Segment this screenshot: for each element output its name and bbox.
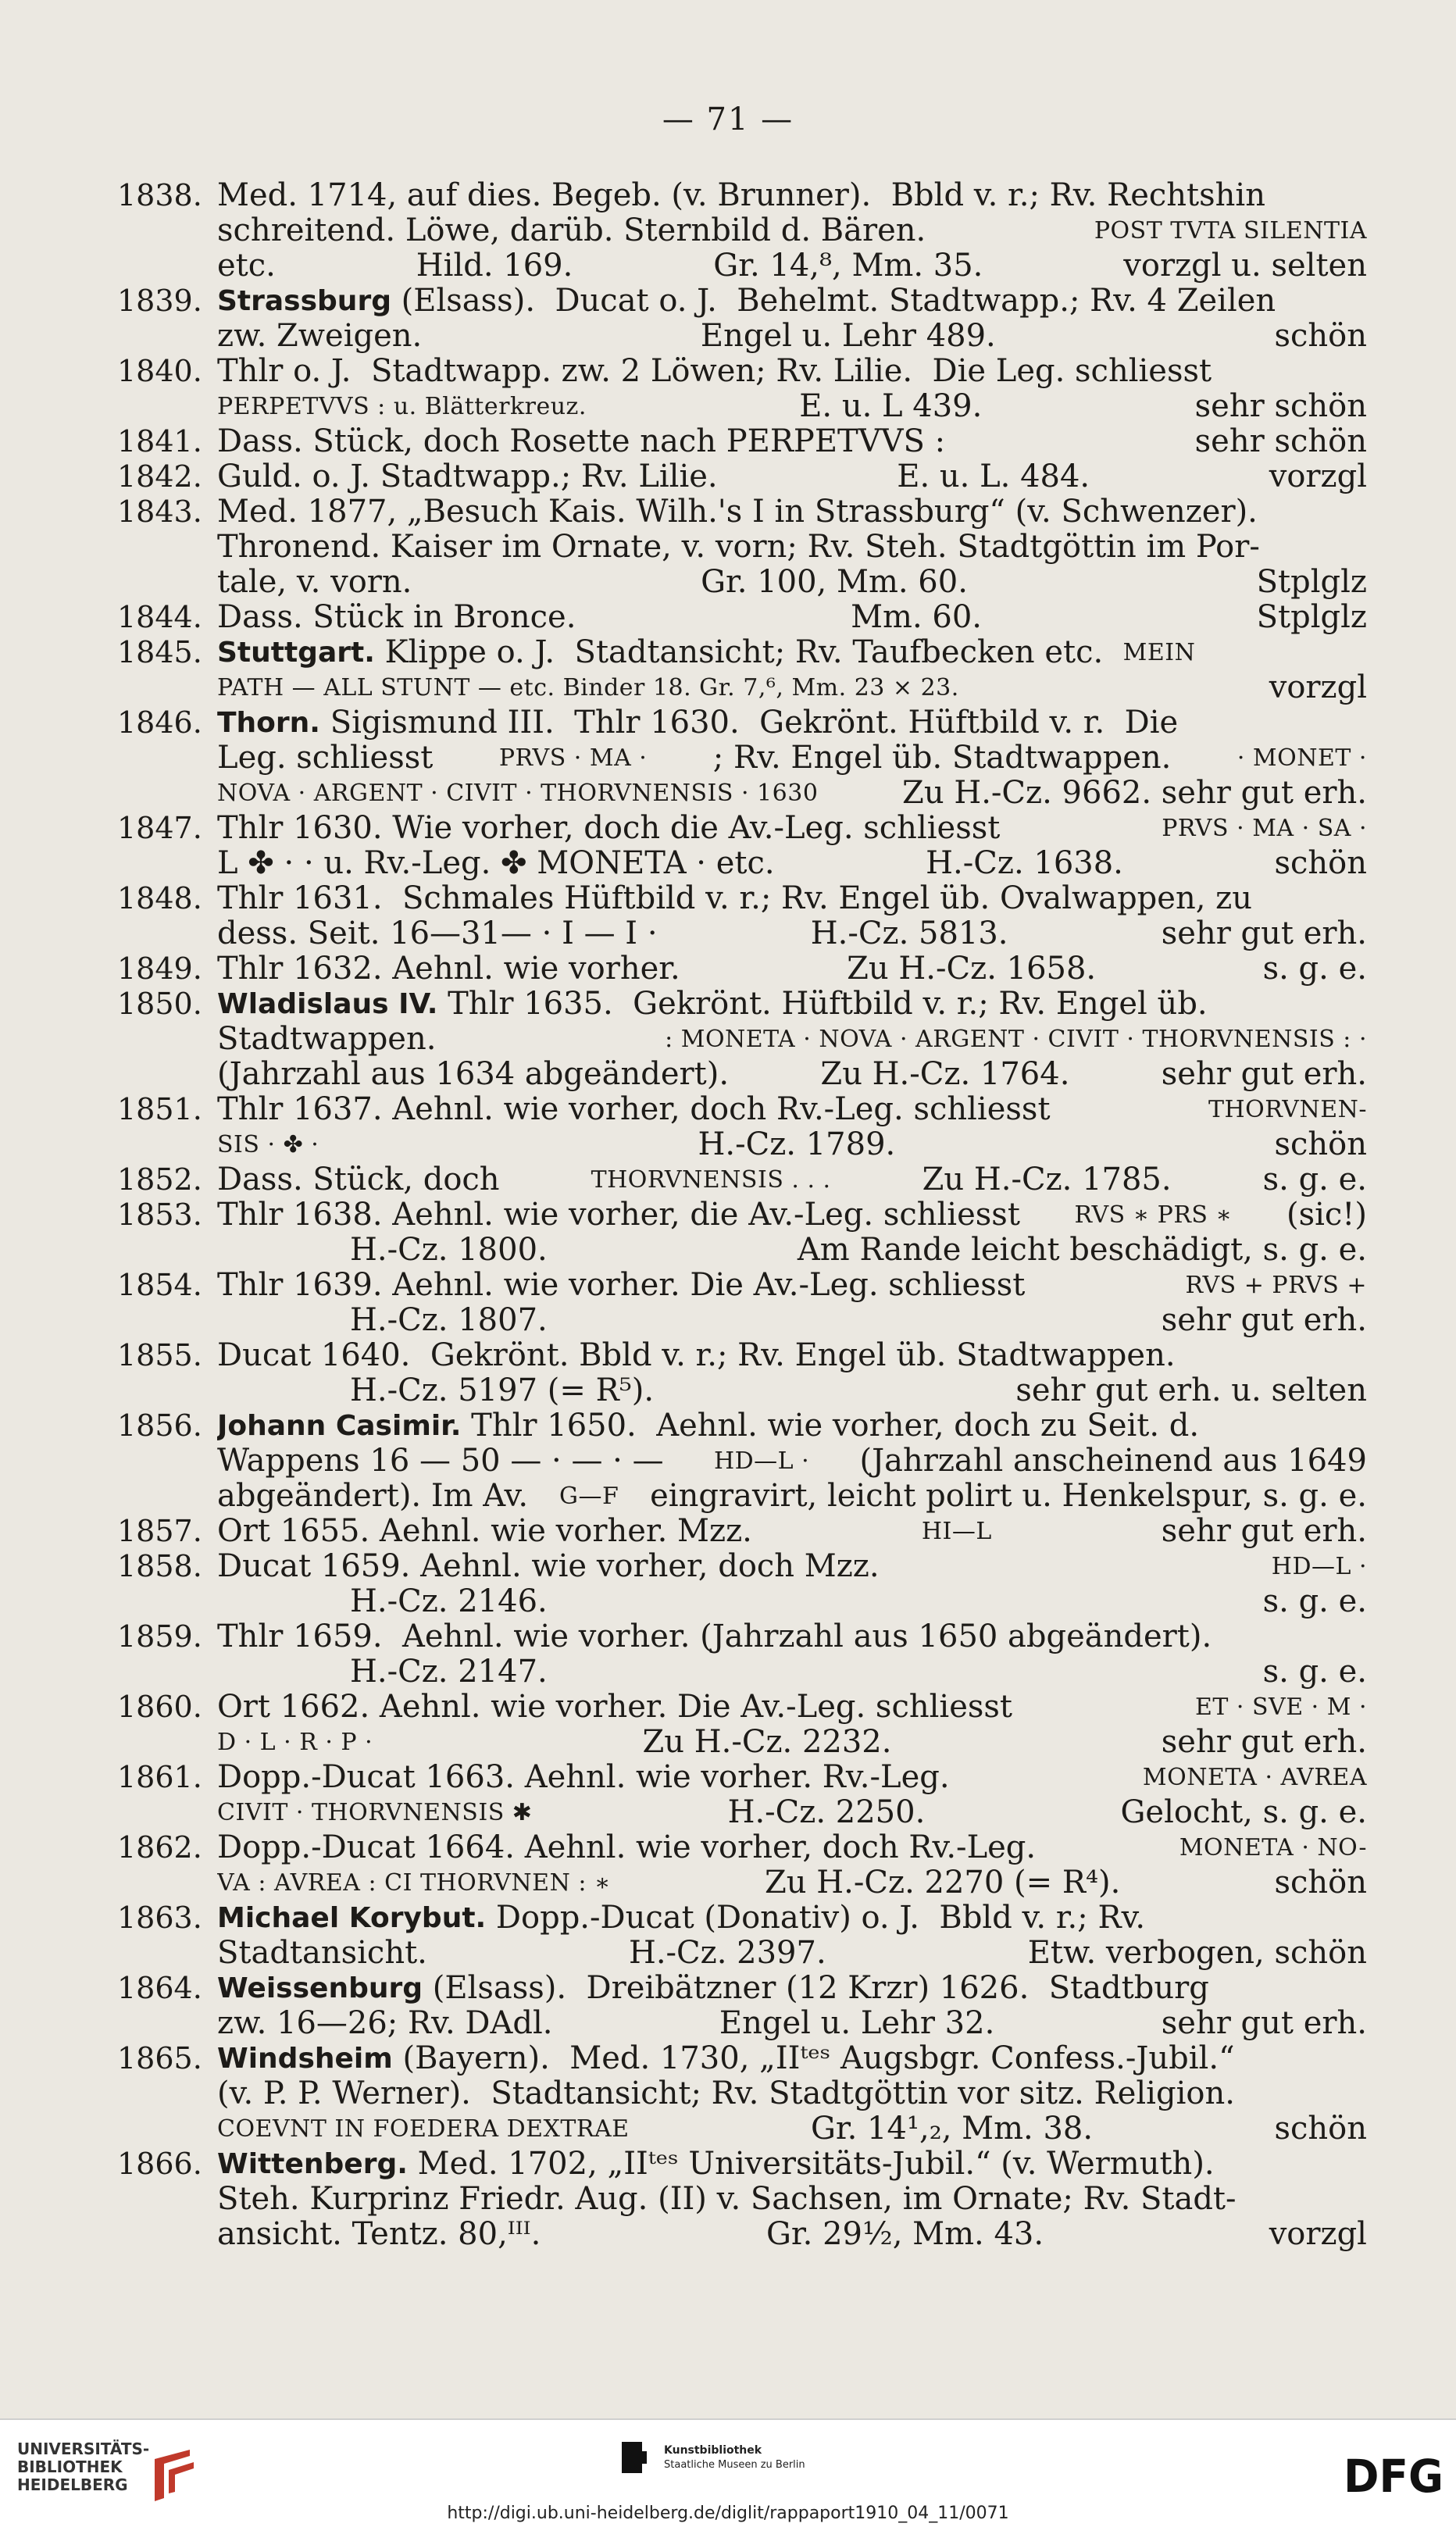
entry-heading: Thorn.: [217, 707, 320, 739]
entry-text: [217, 354, 1367, 424]
entry-segment: G—F: [558, 1483, 619, 1510]
entry-number: 1852.: [117, 1162, 202, 1197]
entry-text: [217, 1549, 1367, 1619]
entry-line: [217, 987, 1367, 1022]
catalog-entry: [117, 1338, 1367, 1408]
catalog-entry: [117, 1971, 1367, 2041]
entry-line: [217, 1268, 1367, 1303]
entry-segment: Dopp.-Ducat 1664. Aehnl. wie vorher, doch Rv.-Leg.: [217, 1830, 1037, 1865]
entry-segment: Klippe o. J. Stadtansicht; Rv. Taufbecken etc.: [374, 635, 1123, 670]
entry-segment: s. g. e.: [1262, 1654, 1367, 1690]
entry-segment: Thlr 1638. Aehnl. wie vorher, die Av.-Leg. schliesst: [217, 1197, 1020, 1233]
entry-segment: schön: [1274, 1127, 1367, 1162]
catalog-entry: [117, 1760, 1367, 1830]
entry-line: [217, 1619, 1367, 1654]
entry-segment: Ort 1662. Aehnl. wie vorher. Die Av.-Leg. schliesst: [217, 1690, 1012, 1725]
entry-segment: H.-Cz. 2147.: [350, 1654, 548, 1690]
catalog-entry: [117, 1162, 1367, 1197]
entry-segment: vorzgl: [1269, 459, 1367, 494]
entry-line: [217, 459, 1367, 494]
entry-line: [217, 1338, 1367, 1373]
entry-line: [217, 1830, 1367, 1865]
catalog-entry: [117, 881, 1367, 951]
entry-text: [217, 2147, 1367, 2252]
entry-line: [217, 2147, 1367, 2182]
entry-line: [217, 494, 1367, 530]
catalog-entry: [117, 178, 1367, 284]
entry-segment: ET · SVE · M ·: [1194, 1694, 1367, 1721]
entry-segment: RVS + PRVS +: [1185, 1272, 1367, 1299]
dfg-logo-text: DFG: [1344, 2451, 1444, 2498]
entry-segment: L ✤ · · u. Rv.-Leg. ✤ MONETA · etc.: [217, 846, 775, 881]
entry-segment: PRVS · MA · SA ·: [1162, 815, 1367, 842]
entry-segment: vorzgl u. selten: [1123, 248, 1367, 284]
catalog-entry: [117, 494, 1367, 600]
entry-text: [217, 600, 1367, 635]
entry-segment: Zu H.-Cz. 2270 (= R⁴).: [765, 1865, 1121, 1901]
entry-segment: Zu H.-Cz. 1785.: [922, 1162, 1172, 1197]
entry-segment: sehr gut erh.: [1161, 1514, 1367, 1549]
entry-segment: VA : AVREA : CI THORVNEN : ∗: [217, 1869, 611, 1897]
entry-text: [217, 1408, 1367, 1514]
entry-segment: Dass. Stück in Bronce.: [217, 600, 576, 635]
entry-segment: · MONET ·: [1237, 744, 1367, 772]
entry-line: [217, 811, 1367, 846]
entry-number: 1853.: [117, 1197, 202, 1232]
entry-segment: H.-Cz. 5813.: [810, 916, 1008, 951]
entry-segment: Mm. 60.: [851, 600, 982, 635]
entry-text: [217, 459, 1367, 494]
entry-segment: PATH — ALL STUNT — etc. Binder 18. Gr. 7,⁶, Mm. 23 × 23.: [217, 674, 959, 701]
entry-text: [217, 811, 1367, 881]
entry-text: [217, 1619, 1367, 1690]
entry-segment: sehr schön: [1194, 389, 1367, 424]
entry-segment: (Jahrzahl anscheinend aus 1649: [859, 1444, 1367, 1479]
entry-line: [217, 2076, 1367, 2111]
catalog-entry: [117, 1690, 1367, 1760]
entry-segment: PERPETVVS : u. Blätterkreuz.: [217, 393, 587, 420]
entry-text: [217, 424, 1367, 459]
entry-line: [217, 846, 1367, 881]
entry-text: [217, 951, 1367, 987]
entry-text: [217, 1268, 1367, 1338]
entry-line: [217, 1865, 1367, 1901]
entry-line: [217, 1373, 1367, 1408]
entry-segment: Steh. Kurprinz Friedr. Aug. (II) v. Sachsen, im Ornate; Rv. Stadt-: [217, 2182, 1237, 2217]
entry-text: [217, 1830, 1367, 1901]
catalog-entry: [117, 705, 1367, 811]
entry-segment: (sic!): [1286, 1197, 1367, 1233]
catalog-entry: [117, 1197, 1367, 1268]
entry-line: [217, 530, 1367, 565]
entry-line: [217, 1197, 1367, 1233]
entry-segment: (Elsass). Ducat o. J. Behelmt. Stadtwapp.; Rv. 4 Zeilen: [391, 284, 1276, 319]
entry-line: [217, 670, 1367, 705]
entry-segment: H.-Cz. 1807.: [350, 1303, 548, 1338]
entry-segment: Ducat 1640. Gekrönt. Bbld v. r.; Rv. Engel üb. Stadtwappen.: [217, 1338, 1176, 1373]
entry-segment: sehr gut erh.: [1161, 916, 1367, 951]
entry-segment: Wappens 16 — 50 — · — · —: [217, 1444, 664, 1479]
entry-segment: Stadtansicht.: [217, 1936, 427, 1971]
entry-segment: Stplglz: [1256, 565, 1367, 600]
entry-segment: H.-Cz. 2397.: [628, 1936, 826, 1971]
kunstbibliothek-icon: [619, 2439, 650, 2478]
entry-heading: Stuttgart.: [217, 637, 375, 669]
entry-text: [217, 1162, 1367, 1197]
entry-number: 1863.: [117, 1901, 202, 1935]
entry-line: [217, 1936, 1367, 1971]
entry-line: [217, 1690, 1367, 1725]
entry-number: 1860.: [117, 1690, 202, 1724]
entry-segment: Engel u. Lehr 32.: [719, 2006, 995, 2041]
entry-segment: zw. Zweigen.: [217, 319, 423, 354]
entry-number: 1845.: [117, 635, 202, 669]
entry-segment: eingravirt, leicht polirt u. Henkelspur, s. g. e.: [650, 1479, 1367, 1514]
entry-segment: sehr gut erh.: [1161, 2006, 1367, 2041]
entry-segment: Gr. 14¹,₂, Mm. 38.: [810, 2111, 1094, 2147]
kunstbibliothek-title: Kunstbibliothek: [664, 2444, 762, 2457]
entry-segment: tale, v. vorn.: [217, 565, 412, 600]
entry-line: [217, 1584, 1367, 1619]
entry-text: [217, 881, 1367, 951]
entry-segment: sehr schön: [1194, 424, 1367, 459]
entry-segment: Dopp.-Ducat 1663. Aehnl. wie vorher. Rv.-Leg.: [217, 1760, 950, 1795]
entry-segment: H.-Cz. 2146.: [350, 1584, 548, 1619]
entry-segment: Dopp.-Ducat (Donativ) o. J. Bbld v. r.; Rv.: [486, 1901, 1146, 1936]
entry-segment: Dass. Stück, doch: [217, 1162, 500, 1197]
page-number: — 71 —: [662, 102, 794, 137]
entry-number: 1847.: [117, 811, 202, 845]
entry-segment: zw. 16—26; Rv. DAdl.: [217, 2006, 553, 2041]
entry-segment: HD—L ·: [1271, 1553, 1367, 1580]
entry-number: 1856.: [117, 1408, 202, 1443]
entry-segment: MONETA · AVREA: [1142, 1764, 1367, 1791]
entry-line: [217, 1795, 1367, 1830]
entry-line: [217, 2006, 1367, 2041]
entry-segment: Thlr 1650. Aehnl. wie vorher, doch zu Seit. d.: [461, 1408, 1200, 1444]
entry-segment: NOVA · ARGENT · CIVIT · THORVNENSIS · 1630: [217, 780, 819, 807]
entry-line: [217, 951, 1367, 987]
source-url[interactable]: http://digi.ub.uni-heidelberg.de/diglit/rappaport1910_04_11/0071: [447, 2504, 1009, 2523]
entry-text: [217, 1092, 1367, 1162]
entry-line: [217, 1444, 1367, 1479]
entry-number: 1844.: [117, 600, 202, 634]
entry-heading: Johann Casimir.: [217, 1410, 462, 1442]
entry-segment: E. u. L. 484.: [897, 459, 1090, 494]
entry-segment: Thlr o. J. Stadtwapp. zw. 2 Löwen; Rv. Lilie. Die Leg. schliesst: [217, 354, 1212, 389]
entry-line: [217, 1162, 1367, 1197]
entry-line: [217, 248, 1367, 284]
entry-line: [217, 354, 1367, 389]
entry-line: [217, 2182, 1367, 2217]
entry-segment: schön: [1274, 2111, 1367, 2147]
entry-number: 1865.: [117, 2041, 202, 2075]
entry-line: [217, 284, 1367, 319]
entry-text: [217, 1901, 1367, 1971]
entry-segment: Zu H.-Cz. 9662. sehr gut erh.: [902, 776, 1367, 811]
entry-line: [217, 1233, 1367, 1268]
entry-segment: (v. P. P. Werner). Stadtansicht; Rv. Stadtgöttin vor sitz. Religion.: [217, 2076, 1235, 2111]
entry-text: [217, 987, 1367, 1092]
entry-line: [217, 213, 1367, 248]
catalog-list: [117, 178, 1367, 2252]
entry-number: 1862.: [117, 1830, 202, 1865]
entry-segment: Etw. verbogen, schön: [1027, 1936, 1367, 1971]
entry-line: [217, 1901, 1367, 1936]
entry-number: 1854.: [117, 1268, 202, 1302]
entry-segment: ansicht. Tentz. 80,ᴵᴵᴵ.: [217, 2217, 541, 2252]
entry-number: 1843.: [117, 494, 202, 529]
entry-line: [217, 319, 1367, 354]
entry-segment: : MONETA · NOVA · ARGENT · CIVIT · THORVNENSIS : ·: [665, 1026, 1367, 1053]
university-logo-icon: [147, 2443, 202, 2506]
dfg-logo[interactable]: [1344, 2451, 1445, 2498]
entry-segment: Thlr 1630. Wie vorher, doch die Av.-Leg. schliesst: [217, 811, 1001, 846]
footer-bar: [0, 2418, 1456, 2527]
entry-text: [217, 1690, 1367, 1760]
entry-line: [217, 1022, 1367, 1057]
entry-segment: Stadtwappen.: [217, 1022, 437, 1057]
entry-segment: Sigismund III. Thlr 1630. Gekrönt. Hüftbild v. r. Die: [319, 705, 1179, 741]
entry-segment: Med. 1714, auf dies. Begeb. (v. Brunner). Bbld v. r.; Rv. Rechtshin: [217, 178, 1265, 213]
entry-segment: Gr. 100, Mm. 60.: [701, 565, 968, 600]
entry-segment: Thlr 1637. Aehnl. wie vorher, doch Rv.-Leg. schliesst: [217, 1092, 1051, 1127]
entry-segment: etc.: [217, 248, 276, 284]
catalog-entry: [117, 1268, 1367, 1338]
entry-segment: Zu H.-Cz. 1764.: [820, 1057, 1070, 1092]
entry-segment: D · L · R · P ·: [217, 1729, 373, 1756]
entry-line: [217, 424, 1367, 459]
entry-number: 1846.: [117, 705, 202, 740]
entry-number: 1858.: [117, 1549, 202, 1583]
entry-segment: Gelocht, s. g. e.: [1120, 1795, 1367, 1830]
entry-segment: H.-Cz. 5197 (= R⁵).: [350, 1373, 655, 1408]
entry-segment: schön: [1274, 846, 1367, 881]
entry-segment: RVS ∗ PRS ∗: [1074, 1201, 1233, 1229]
catalog-entry: [117, 1901, 1367, 1971]
entry-line: [217, 635, 1367, 670]
entry-segment: COEVNT IN FOEDERA DEXTRAE: [217, 2115, 630, 2143]
entry-heading: Strassburg: [217, 285, 391, 317]
entry-segment: SIS · ✤ ·: [217, 1131, 319, 1158]
entry-segment: sehr gut erh.: [1161, 1057, 1367, 1092]
entry-segment: HD—L ·: [713, 1447, 810, 1475]
entry-heading: Wittenberg.: [217, 2148, 408, 2180]
catalog-entry: [117, 1092, 1367, 1162]
entry-segment: Ducat 1659. Aehnl. wie vorher, doch Mzz.: [217, 1549, 880, 1584]
entry-segment: s. g. e.: [1262, 1162, 1367, 1197]
kunstbibliothek-subtitle: Staatliche Museen zu Berlin: [664, 2459, 805, 2471]
catalog-entry: [117, 1830, 1367, 1901]
entry-segment: Am Rande leicht beschädigt, s. g. e.: [797, 1233, 1367, 1268]
entry-segment: abgeändert). Im Av.: [217, 1479, 529, 1514]
entry-number: 1866.: [117, 2147, 202, 2181]
entry-segment: s. g. e.: [1262, 951, 1367, 987]
entry-segment: ; Rv. Engel üb. Stadtwappen.: [712, 741, 1172, 776]
entry-text: [217, 635, 1367, 705]
entry-line: [217, 1127, 1367, 1162]
entry-number: 1861.: [117, 1760, 202, 1794]
catalog-entry: [117, 354, 1367, 424]
catalog-entry: [117, 1619, 1367, 1690]
entry-number: 1859.: [117, 1619, 202, 1654]
entry-segment: Stplglz: [1256, 600, 1367, 635]
entry-text: [217, 494, 1367, 600]
catalog-entry: [117, 987, 1367, 1092]
entry-segment: HI—L: [921, 1518, 992, 1545]
entry-segment: (Bayern). Med. 1730, „IIᵗᵉˢ Augsbgr. Confess.-Jubil.“: [392, 2041, 1235, 2076]
entry-heading: Windsheim: [217, 2043, 393, 2075]
entry-number: 1849.: [117, 951, 202, 986]
entry-segment: Thlr 1631. Schmales Hüftbild v. r.; Rv. Engel üb. Ovalwappen, zu: [217, 881, 1252, 916]
catalog-entry: [117, 635, 1367, 705]
entry-heading: Weissenburg: [217, 1972, 423, 2004]
entry-segment: dess. Seit. 16—31— · I — I ·: [217, 916, 658, 951]
entry-text: [217, 1514, 1367, 1549]
university-name: UNIVERSITÄTS- BIBLIOTHEK HEIDELBERG: [17, 2440, 150, 2494]
entry-segment: THORVNENSIS . . .: [591, 1166, 831, 1194]
entry-segment: Ort 1655. Aehnl. wie vorher. Mzz.: [217, 1514, 752, 1549]
entry-line: [217, 1057, 1367, 1092]
entry-line: [217, 1092, 1367, 1127]
entry-line: [217, 2041, 1367, 2076]
entry-line: [217, 2217, 1367, 2252]
entry-heading: Michael Korybut.: [217, 1902, 487, 1934]
entry-text: [217, 284, 1367, 354]
entry-segment: PRVS · MA ·: [498, 744, 648, 772]
entry-text: [217, 178, 1367, 284]
entry-segment: Thlr 1632. Aehnl. wie vorher.: [217, 951, 680, 987]
entry-segment: POST TVTA SILENTIA: [1094, 217, 1367, 244]
entry-line: [217, 178, 1367, 213]
university-library-logo[interactable]: [17, 2440, 205, 2511]
entry-segment: sehr gut erh.: [1161, 1725, 1367, 1760]
entry-segment: Engel u. Lehr 489.: [700, 319, 996, 354]
entry-segment: vorzgl: [1269, 2217, 1367, 2252]
catalog-entry: [117, 424, 1367, 459]
entry-segment: schön: [1274, 319, 1367, 354]
catalog-entry: [117, 2041, 1367, 2147]
entry-line: [217, 1654, 1367, 1690]
entry-line: [217, 1725, 1367, 1760]
entry-heading: Wladislaus IV.: [217, 988, 438, 1020]
entry-segment: schreitend. Löwe, darüb. Sternbild d. Bären.: [217, 213, 926, 248]
entry-segment: Leg. schliesst: [217, 741, 434, 776]
entry-segment: E. u. L 439.: [799, 389, 983, 424]
entry-segment: (Elsass). Dreibätzner (12 Krzr) 1626. Stadtburg: [423, 1971, 1209, 2006]
entry-segment: THORVNEN-: [1208, 1096, 1367, 1123]
entry-number: 1850.: [117, 987, 202, 1021]
entry-segment: MONETA · NO-: [1179, 1834, 1367, 1861]
entry-number: 1864.: [117, 1971, 202, 2005]
catalog-entry: [117, 459, 1367, 494]
entry-segment: H.-Cz. 1638.: [926, 846, 1123, 881]
entry-line: [217, 1408, 1367, 1444]
entry-segment: Thlr 1639. Aehnl. wie vorher. Die Av.-Leg. schliesst: [217, 1268, 1026, 1303]
catalog-entry: [117, 600, 1367, 635]
entry-number: 1857.: [117, 1514, 202, 1548]
catalog-entry: [117, 1549, 1367, 1619]
entry-text: [217, 1338, 1367, 1408]
entry-line: [217, 2111, 1367, 2147]
entry-segment: Gr. 29½, Mm. 43.: [765, 2217, 1044, 2252]
entry-segment: sehr gut erh. u. selten: [1015, 1373, 1367, 1408]
entry-number: 1839.: [117, 284, 202, 318]
entry-number: 1855.: [117, 1338, 202, 1372]
entry-line: [217, 776, 1367, 811]
entry-segment: Hild. 169.: [416, 248, 573, 284]
entry-segment: Dass. Stück, doch Rosette nach PERPETVVS :: [217, 424, 946, 459]
entry-segment: Thronend. Kaiser im Ornate, v. vorn; Rv. Steh. Stadtgöttin im Por-: [217, 530, 1260, 565]
entry-segment: CIVIT · THORVNENSIS ✱: [217, 1799, 533, 1826]
entry-number: 1848.: [117, 881, 202, 916]
entry-segment: Thlr 1659. Aehnl. wie vorher. (Jahrzahl aus 1650 abgeändert).: [217, 1619, 1212, 1654]
entry-segment: sehr gut erh.: [1161, 1303, 1367, 1338]
entry-line: [217, 1514, 1367, 1549]
entry-line: [217, 1479, 1367, 1514]
kunstbibliothek-logo[interactable]: [619, 2439, 853, 2486]
catalog-entry: [117, 284, 1367, 354]
entry-segment: Guld. o. J. Stadtwapp.; Rv. Lilie.: [217, 459, 718, 494]
catalog-entry: [117, 1514, 1367, 1549]
entry-text: [217, 2041, 1367, 2147]
entry-line: [217, 600, 1367, 635]
entry-line: [217, 916, 1367, 951]
entry-text: [217, 1760, 1367, 1830]
catalog-entry: [117, 1408, 1367, 1514]
entry-segment: vorzgl: [1269, 670, 1367, 705]
entry-text: [217, 1197, 1367, 1268]
entry-segment: s. g. e.: [1262, 1584, 1367, 1619]
entry-segment: MEIN: [1122, 639, 1196, 666]
entry-number: 1838.: [117, 178, 202, 212]
entry-line: [217, 1549, 1367, 1584]
entry-text: [217, 1971, 1367, 2041]
entry-segment: schön: [1274, 1865, 1367, 1901]
catalog-entry: [117, 951, 1367, 987]
entry-number: 1841.: [117, 424, 202, 459]
entry-segment: H.-Cz. 2250.: [727, 1795, 926, 1830]
entry-line: [217, 389, 1367, 424]
entry-line: [217, 881, 1367, 916]
entry-segment: Zu H.-Cz. 2232.: [642, 1725, 892, 1760]
entry-segment: (Jahrzahl aus 1634 abgeändert).: [217, 1057, 730, 1092]
catalog-entry: [117, 2147, 1367, 2252]
catalog-entry: [117, 811, 1367, 881]
entry-line: [217, 1760, 1367, 1795]
entry-segment: Med. 1877, „Besuch Kais. Wilh.'s I in Strassburg“ (v. Schwenzer).: [217, 494, 1258, 530]
entry-segment: Thlr 1635. Gekrönt. Hüftbild v. r.; Rv. Engel üb.: [437, 987, 1208, 1022]
entry-segment: H.-Cz. 1800.: [350, 1233, 548, 1268]
entry-line: [217, 741, 1367, 776]
entry-number: 1842.: [117, 459, 202, 494]
entry-segment: Zu H.-Cz. 1658.: [847, 951, 1097, 987]
entry-text: [217, 705, 1367, 811]
entry-number: 1851.: [117, 1092, 202, 1126]
entry-segment: Med. 1702, „IIᵗᵉˢ Universitäts-Jubil.“ (v. Wermuth).: [407, 2147, 1215, 2182]
entry-number: 1840.: [117, 354, 202, 388]
entry-line: [217, 1971, 1367, 2006]
entry-line: [217, 565, 1367, 600]
entry-segment: H.-Cz. 1789.: [698, 1127, 896, 1162]
entry-line: [217, 705, 1367, 741]
entry-line: [217, 1303, 1367, 1338]
entry-segment: Gr. 14,⁸, Mm. 35.: [713, 248, 983, 284]
